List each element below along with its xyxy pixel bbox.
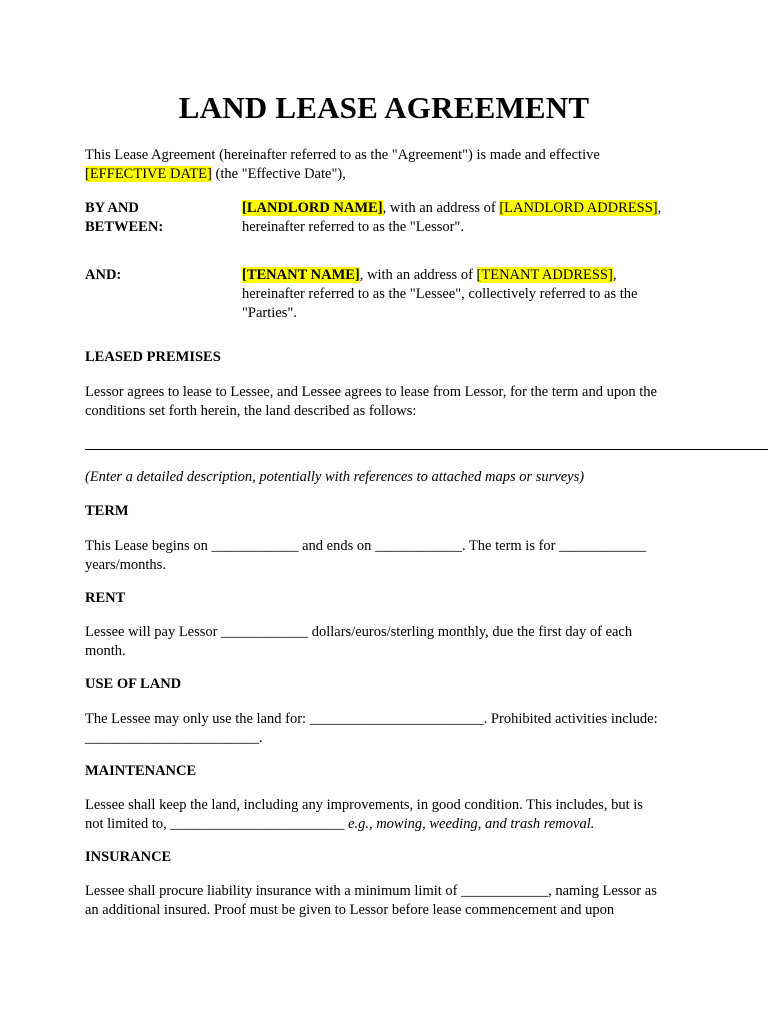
landlord-mid-text: , with an address of	[382, 200, 500, 216]
tenant-end-text: ,	[612, 267, 617, 283]
tenant-line-2: hereinafter referred to as the "Lessee", collectively referred to as the	[242, 286, 638, 302]
insurance-line-1: Lessee shall procure liability insurance with a minimum limit of ____________, naming Lessor as	[85, 883, 657, 899]
intro-line-1: This Lease Agreement (hereinafter referred to as the "Agreement") is made and effective	[85, 147, 600, 163]
tenant-mid-text: , with an address of	[359, 267, 477, 283]
maintenance-line-2-blank: not limited to, ________________________	[85, 816, 349, 832]
maintenance-examples: e.g., mowing, weeding, and trash removal.	[348, 816, 595, 832]
intro-line-2-rest: (the "Effective Date"),	[211, 166, 346, 182]
by-and-between-label	[85, 199, 225, 237]
insurance-heading: INSURANCE	[85, 849, 172, 865]
term-line-1: This Lease begins on ____________ and ends on ____________. The term is for ____________	[85, 538, 647, 554]
effective-date-field[interactable]: [EFFECTIVE DATE]	[85, 166, 212, 182]
use-of-land-line-2: ________________________.	[85, 730, 263, 746]
and-label: AND:	[85, 267, 122, 283]
tenant-address-field[interactable]: [TENANT ADDRESS]	[476, 267, 613, 283]
landlord-line-2: hereinafter referred to as the "Lessor".	[242, 219, 464, 235]
landlord-name-field[interactable]: [LANDLORD NAME]	[242, 200, 383, 216]
tenant-line-1	[242, 266, 616, 285]
tenant-line-3: "Parties".	[242, 305, 297, 321]
between-label: BETWEEN:	[85, 219, 164, 235]
term-line-2: years/months.	[85, 557, 166, 573]
rent-line-1: Lessee will pay Lessor ____________ dollars/euros/sterling monthly, due the first day of each	[85, 624, 633, 640]
use-of-land-line-1: The Lessee may only use the land for: ________________________. Prohibited activities include:	[85, 711, 658, 727]
term-heading: TERM	[85, 503, 129, 519]
landlord-address-field[interactable]: [LANDLORD ADDRESS]	[499, 200, 658, 216]
landlord-line-1	[242, 199, 661, 218]
leased-premises-line-1: Lessor agrees to lease to Lessee, and Lessee agrees to lease from Lessor, for the term and upon the	[85, 384, 657, 400]
document-title: LAND LEASE AGREEMENT	[178, 90, 590, 125]
leased-premises-line-2: conditions set forth herein, the land described as follows:	[85, 403, 417, 419]
rent-heading: RENT	[85, 590, 126, 606]
maintenance-line-1: Lessee shall keep the land, including any improvements, in good condition. This includes, but is	[85, 797, 643, 813]
leased-premises-heading: LEASED PREMISES	[85, 349, 221, 365]
by-and-label: BY AND	[85, 200, 139, 216]
use-of-land-heading: USE OF LAND	[85, 676, 182, 692]
landlord-end-text: ,	[657, 200, 662, 216]
maintenance-heading: MAINTENANCE	[85, 763, 197, 779]
tenant-name-field[interactable]: [TENANT NAME]	[242, 267, 360, 283]
intro-line-2	[85, 165, 346, 184]
rent-line-2: month.	[85, 643, 126, 659]
land-description-blank-line[interactable]	[85, 449, 768, 450]
maintenance-line-2	[85, 815, 594, 834]
insurance-line-2: an additional insured. Proof must be given to Lessor before lease commencement and upon	[85, 902, 615, 918]
land-description-note: (Enter a detailed description, potentially with references to attached maps or surveys)	[85, 469, 585, 485]
